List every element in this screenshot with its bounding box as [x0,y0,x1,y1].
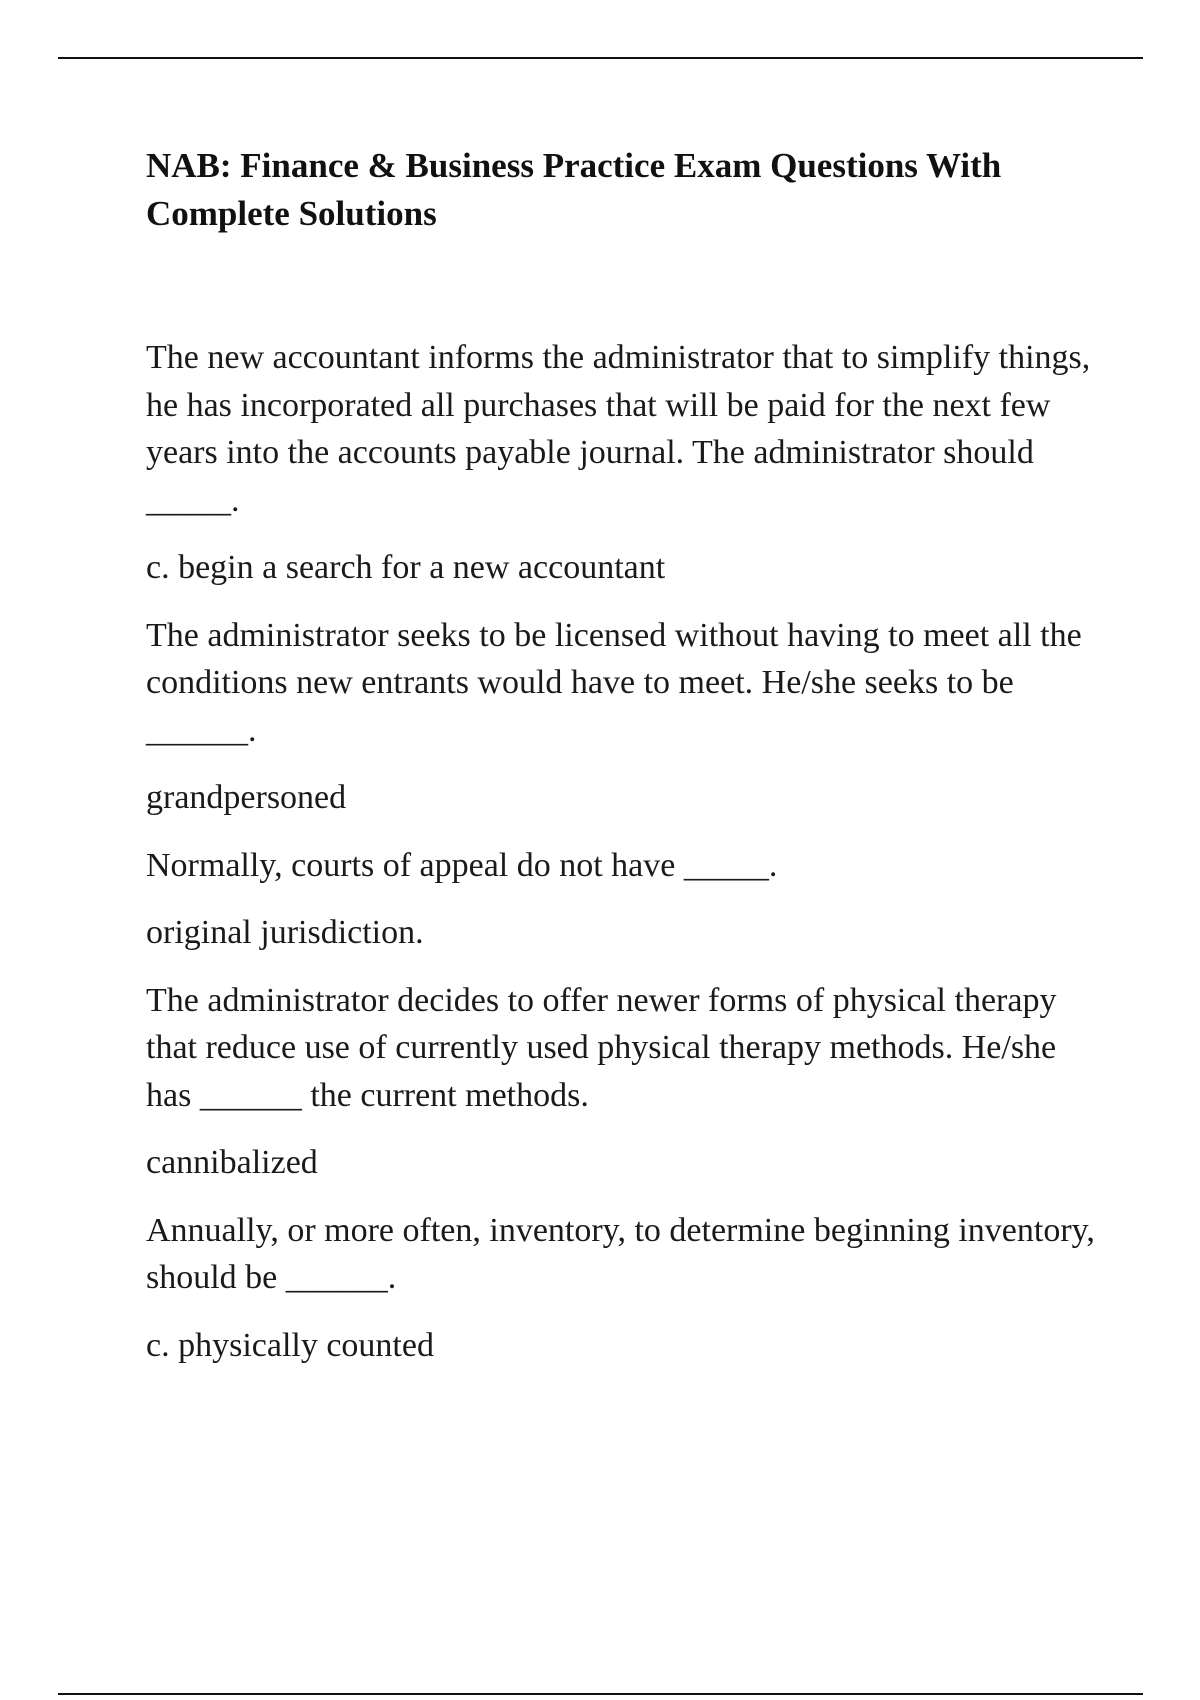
answer-text: original jurisdiction. [146,914,424,951]
question-text: The new accountant informs the administrator that to simplify things, he has incorporated all purchases that will be paid for the next few years into the accounts payable journal. The administrator should _____. [146,339,1091,519]
answer-text: cannibalized [146,1144,318,1181]
qa-item [146,977,1106,1187]
question-text: Annually, or more often, inventory, to determine beginning inventory, should be ______. [146,1211,1095,1296]
qa-item [146,334,1106,592]
question-text: Normally, courts of appeal do not have _____. [146,846,778,884]
answer-text: grandpersoned [146,779,347,816]
answer-text: c. begin a search for a new accountant [146,549,666,586]
page-title: NAB: Finance & Business Practice Exam Questions With Complete Solutions [146,146,1002,233]
page-content [146,142,1106,1389]
answer-text: c. physically counted [146,1326,434,1364]
bottom-divider [58,1693,1143,1695]
question-text: The administrator decides to offer newer forms of physical therapy that reduce use of currently used physical therapy methods. He/she has ______ the current methods. [146,981,1057,1114]
qa-item [146,1207,1106,1370]
qa-item [146,612,1106,822]
question-text: The administrator seeks to be licensed without having to meet all the conditions new entrants would have to meet. He/she seeks to be ______. [146,616,1082,749]
qa-item [146,842,1106,957]
top-divider [58,57,1143,59]
qa-list [146,334,1106,1369]
